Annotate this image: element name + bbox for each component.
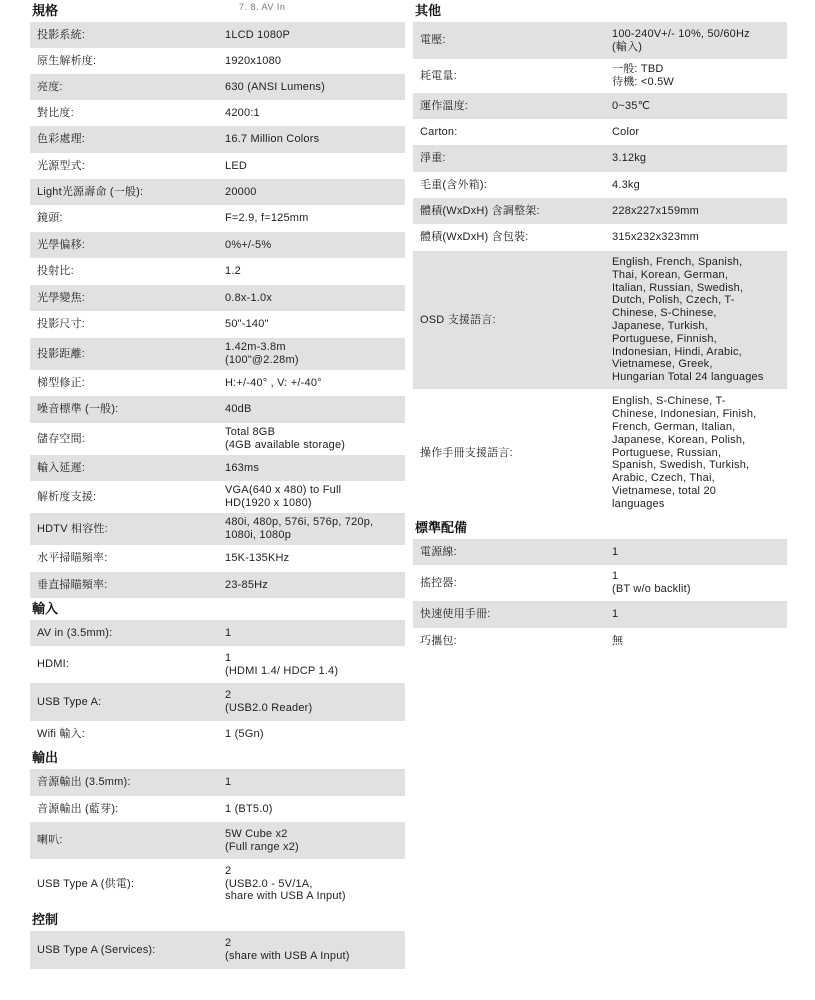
spec-value: 1.2	[225, 265, 241, 278]
spec-value: 無	[612, 634, 624, 647]
spec-value: 20000	[225, 185, 257, 198]
spec-value: 2 (share with USB A Input)	[225, 937, 350, 962]
right-column	[413, 0, 787, 654]
section-title: 輸入	[32, 601, 59, 616]
spec-value: 4200:1	[225, 106, 260, 119]
spec-label: Light光源壽命 (一般):	[37, 185, 144, 198]
spec-row	[413, 172, 787, 198]
spec-value: 2 (USB2.0 Reader)	[225, 689, 313, 714]
spec-value: 1 (5Gn)	[225, 727, 264, 740]
spec-value: 5W Cube x2 (Full range x2)	[225, 827, 299, 853]
spec-label: 巧攜包:	[420, 634, 457, 647]
spec-row	[413, 251, 787, 389]
spec-value: 0~35℃	[612, 99, 651, 112]
spec-row	[413, 22, 787, 59]
spec-row	[30, 572, 405, 598]
spec-value: 40dB	[225, 403, 252, 416]
spec-label: 解析度支援:	[37, 490, 97, 503]
spec-value: F=2.9, f=125mm	[225, 212, 309, 225]
spec-label: 毛重(含外箱):	[420, 178, 487, 191]
spec-value: 100-240V+/- 10%, 50/60Hz (輸入)	[612, 27, 750, 53]
spec-row	[30, 311, 405, 338]
spec-label: 投射比:	[37, 265, 74, 278]
spec-label: 對比度:	[37, 106, 74, 119]
spec-label: 搖控器:	[420, 576, 457, 589]
spec-row	[30, 721, 405, 747]
spec-label: 垂直掃瞄頻率:	[37, 578, 108, 591]
spec-value: 1LCD 1080P	[225, 28, 290, 41]
spec-value: English, French, Spanish, Thai, Korean, German, Italian, Russian, Swedish, Dutch, Polish, Czech, T- Chinese, S-Chinese, Japanese, Turkish, Portuguese, Finnish, Indonesian, Hindi, Arabic, Vietnamese, Greek, Hungarian Total 24 languages	[612, 256, 764, 384]
spec-row	[413, 539, 787, 565]
spec-value: VGA(640 x 480) to Full HD(1920 x 1080)	[225, 484, 342, 509]
spec-label: 投影距離:	[37, 347, 86, 360]
spec-label: HDTV 相容性:	[37, 522, 108, 535]
spec-label: 光源型式:	[37, 159, 86, 172]
spec-value: 0.8x-1.0x	[225, 291, 273, 304]
section-title: 標準配備	[415, 520, 468, 535]
spec-row	[30, 153, 405, 179]
spec-label: 鏡頭:	[37, 212, 63, 225]
spec-value: 1	[612, 608, 619, 621]
spec-row	[30, 74, 405, 100]
spec-row	[30, 683, 405, 721]
spec-label: 梯型修正:	[37, 376, 86, 389]
spec-row	[413, 389, 787, 517]
spec-label: 操作手冊支援語言:	[420, 446, 513, 459]
spec-label: 亮度:	[37, 80, 63, 93]
spec-label: 電壓:	[420, 34, 446, 47]
spec-value: 一般: TBD 待機: <0.5W	[612, 63, 675, 88]
section-title: 輸出	[32, 750, 59, 765]
spec-value: 2 (USB2.0 - 5V/1A, share with USB A Input)	[225, 864, 346, 903]
spec-row	[30, 370, 405, 396]
spec-value: 315x232x323mm	[612, 231, 699, 244]
spec-value: 3.12kg	[612, 152, 647, 165]
spec-row	[413, 198, 787, 224]
spec-row	[30, 620, 405, 646]
section-title: 規格	[32, 3, 59, 18]
spec-label: 水平掃瞄頻率:	[37, 552, 108, 565]
spec-value: 1 (BT w/o backlit)	[612, 570, 691, 595]
spec-row	[413, 119, 787, 145]
spec-row	[30, 423, 405, 455]
spec-label: 運作溫度:	[420, 99, 469, 112]
spec-row	[413, 628, 787, 654]
spec-row	[413, 601, 787, 628]
spec-value: 1 (HDMI 1.4/ HDCP 1.4)	[225, 651, 339, 677]
spec-row	[413, 59, 787, 93]
section-title: 控制	[32, 912, 59, 927]
spec-row	[30, 48, 405, 74]
spec-label: 投影系統:	[37, 28, 86, 41]
spec-row	[413, 224, 787, 251]
spec-row	[30, 232, 405, 258]
spec-row	[30, 822, 405, 859]
spec-row	[30, 646, 405, 683]
spec-row	[30, 285, 405, 311]
spec-row	[30, 545, 405, 572]
spec-value: 23-85Hz	[225, 578, 268, 591]
spec-label: 原生解析度:	[37, 54, 97, 67]
spec-row	[30, 338, 405, 370]
spec-row	[413, 145, 787, 172]
spec-label: 音源輸出 (3.5mm):	[37, 776, 131, 789]
spec-value: 16.7 Million Colors	[225, 133, 320, 146]
spec-value: 1920x1080	[225, 54, 282, 67]
spec-row	[30, 796, 405, 822]
spec-label: 體積(WxDxH) 含調整架:	[420, 204, 540, 217]
spec-row	[30, 179, 405, 205]
spec-label: 噪音標準 (一般):	[37, 403, 119, 416]
spec-row	[30, 258, 405, 285]
spec-label: 光學變焦:	[37, 291, 86, 304]
spec-label: 輸入延遲:	[37, 461, 86, 474]
spec-label: 音源輸出 (藍芽):	[37, 802, 119, 815]
spec-row	[413, 93, 787, 119]
spec-value: 630 (ANSI Lumens)	[225, 80, 325, 93]
spec-row	[30, 455, 405, 481]
spec-row	[30, 22, 405, 48]
spec-label: 快速使用手冊:	[420, 608, 491, 621]
spec-label: 光學偏移:	[37, 238, 86, 251]
spec-value: 1 (BT5.0)	[225, 802, 273, 815]
section-title: 其他	[415, 3, 442, 18]
spec-value: 0%+/-5%	[225, 238, 272, 251]
spec-row	[30, 126, 405, 153]
spec-row	[30, 396, 405, 423]
spec-row	[30, 513, 405, 545]
spec-label: 淨重:	[420, 152, 446, 165]
spec-value: Color	[612, 125, 640, 138]
spec-row	[30, 931, 405, 969]
spec-value: 1	[612, 545, 619, 558]
spec-label: USB Type A:	[37, 695, 102, 708]
spec-label: 投影尺寸:	[37, 318, 86, 331]
spec-value: 163ms	[225, 461, 260, 474]
spec-label: 色彩處理:	[37, 133, 86, 146]
spec-row	[413, 565, 787, 601]
left-column	[30, 0, 405, 969]
spec-label: USB Type A (Services):	[37, 943, 156, 956]
spec-value: 480i, 480p, 576i, 576p, 720p, 1080i, 1080p	[225, 516, 374, 541]
spec-label: 耗電量:	[420, 69, 457, 82]
spec-label: Carton:	[420, 125, 458, 138]
spec-label: AV in (3.5mm):	[37, 626, 113, 639]
spec-value: 1	[225, 626, 232, 639]
spec-value: 1	[225, 776, 232, 789]
spec-label: OSD 支援語言:	[420, 313, 496, 326]
spec-value: H:+/-40° , V: +/-40°	[225, 376, 322, 389]
spec-value: 50"-140"	[225, 318, 269, 331]
spec-value: LED	[225, 159, 247, 172]
spec-value: 1.42m-3.8m (100"@2.28m)	[225, 341, 299, 366]
spec-row	[30, 481, 405, 513]
spec-value: English, S-Chinese, T- Chinese, Indonesian, Finish, French, German, Italian, Japanese, Korean, Polish, Portuguese, Russian, Spanish, Swedish, Turkish, Arabic, Czech, Thai, Vietnamese, total 20 languages	[612, 395, 757, 510]
spec-label: Wifi 輸入:	[37, 727, 86, 740]
spec-label: HDMI:	[37, 658, 70, 671]
spec-label: USB Type A (供電):	[37, 877, 135, 890]
spec-value: 228x227x159mm	[612, 204, 699, 217]
spec-row	[30, 859, 405, 909]
spec-label: 儲存空間:	[37, 432, 86, 445]
spec-label: 體積(WxDxH) 含包裝:	[420, 231, 529, 244]
spec-label: 電源線:	[420, 545, 457, 558]
spec-value: 4.3kg	[612, 178, 640, 191]
spec-value: Total 8GB (4GB available storage)	[225, 426, 346, 451]
spec-label: 喇叭:	[37, 834, 63, 847]
spec-value: 15K-135KHz	[225, 552, 290, 565]
spec-row	[30, 769, 405, 796]
spec-row	[30, 100, 405, 126]
spec-row	[30, 205, 405, 232]
stray-header-text: 7. 8. AV In	[239, 2, 286, 12]
